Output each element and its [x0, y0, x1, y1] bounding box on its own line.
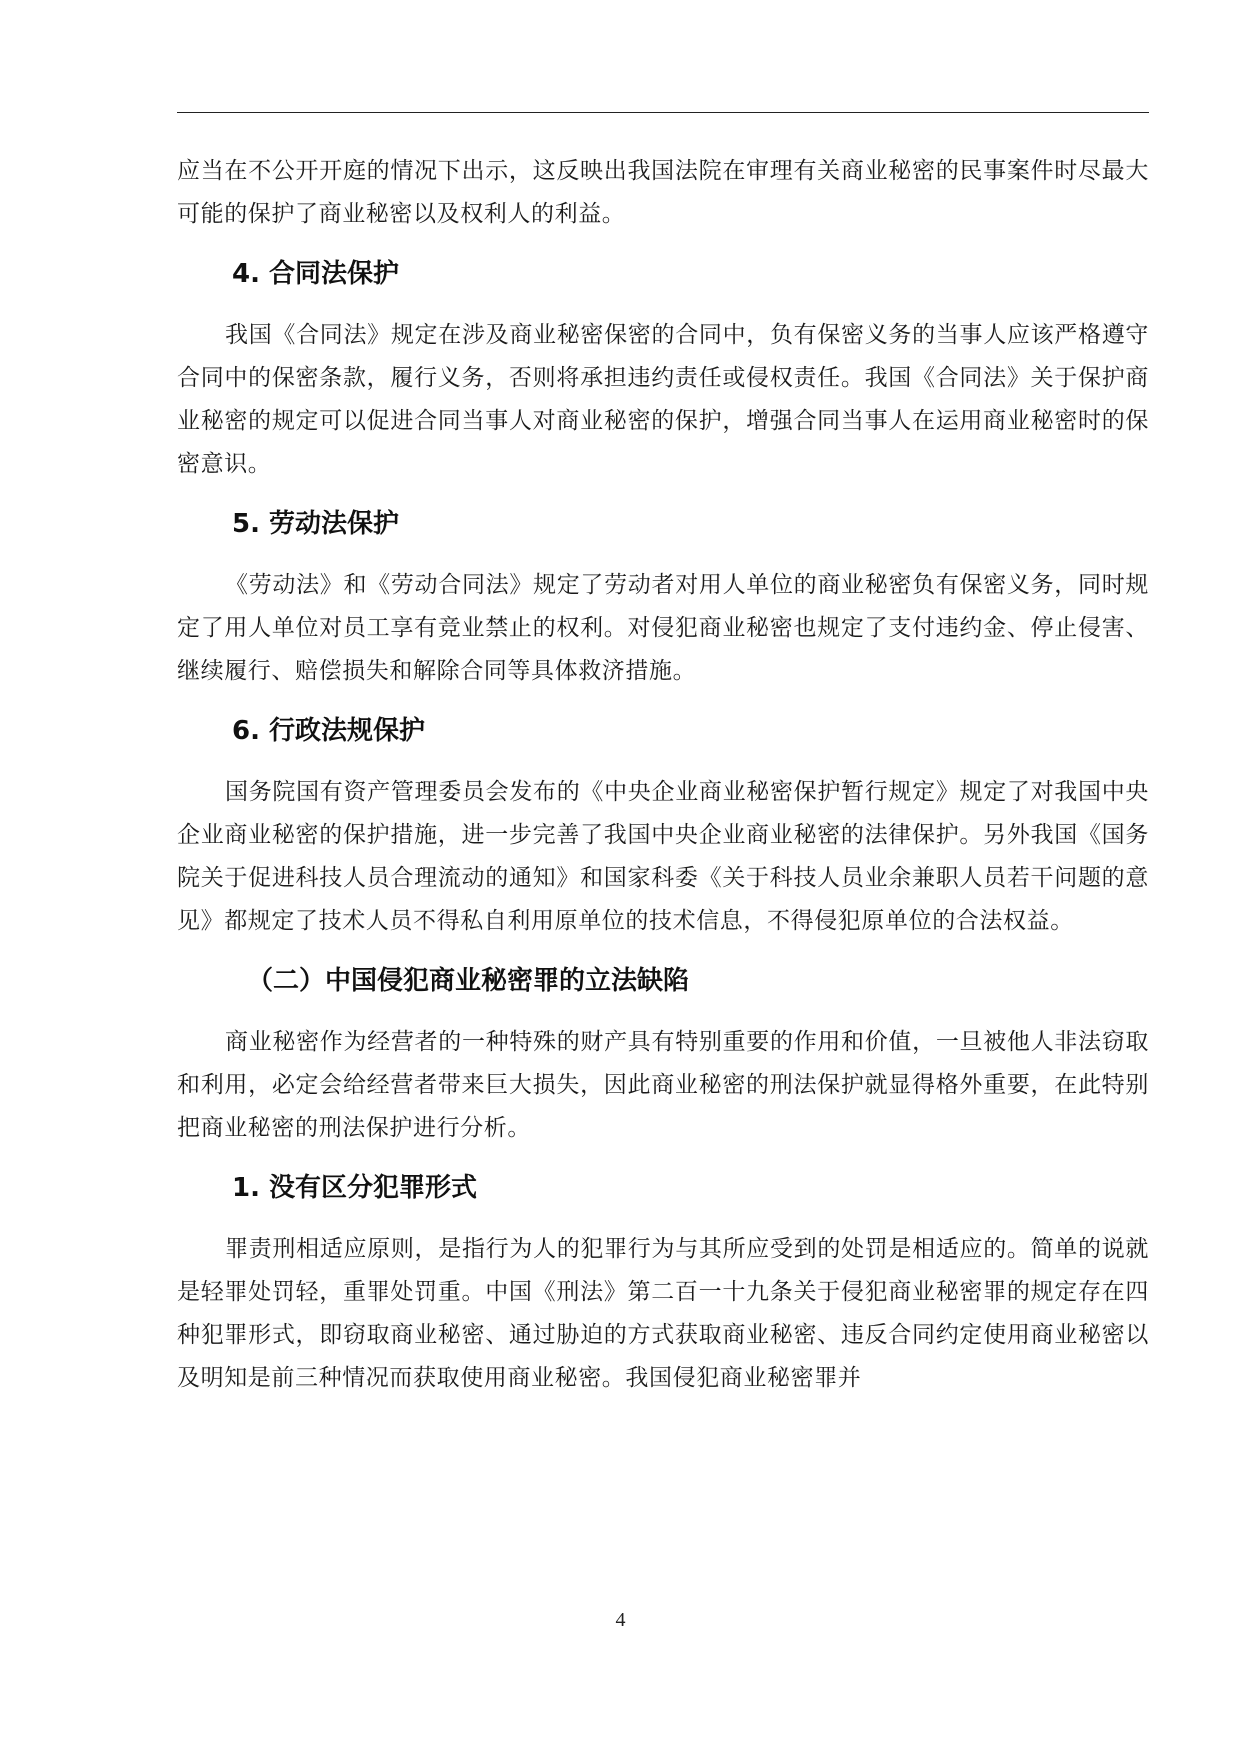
- text-line: 的说就是轻罪处罚轻，重罪处罚重。中国《刑法》第二百一十九条关于侵犯商业秘密罪: [177, 1236, 1149, 1305]
- text-line: 法窃取和利用，必定会给经营者带来巨大损失，因此商业秘密的刑法保护就显得格外重: [177, 1029, 1149, 1098]
- page-body: [177, 150, 1149, 1400]
- text-line: 法》关于保护商业秘密的规定可以促进合同当事人对商业秘密的保护，增强合同当事人: [177, 365, 1149, 434]
- body-paragraph-no-distinction-of-crime-forms: [177, 1228, 1149, 1400]
- text-line: 商业秘密作为经营者的一种特殊的财产具有特别重要的作用和价值，一旦被他人非: [225, 1029, 1078, 1055]
- heading-no-distinction-of-crime-forms: 1. 没有区分犯罪形式: [232, 1173, 478, 1203]
- body-paragraph-contract-law: [177, 314, 1149, 486]
- text-line: 职人员若干问题的意见》都规定了技术人员不得私自利用原单位的技术信息，不得侵犯: [177, 865, 1149, 934]
- text-line: 同时规定了用人单位对员工享有竞业禁止的权利。对侵犯商业秘密也规定了支付违约: [177, 572, 1149, 641]
- body-paragraph-continuation: [177, 150, 1149, 236]
- text-line: 《劳动法》和《劳动合同法》规定了劳动者对用人单位的商业秘密负有保密义务，: [225, 572, 1078, 598]
- text-line: 罪责刑相适应原则，是指行为人的犯罪行为与其所应受到的处罚是相适应的。简单: [225, 1236, 1078, 1262]
- text-line: 我国《合同法》规定在涉及商业秘密保密的合同中，负有保密义务的当事人应该严: [225, 322, 1078, 348]
- text-line: 国中央企业商业秘密的保护措施，进一步完善了我国中央企业商业秘密的法律保护。另: [177, 779, 1149, 848]
- text-line: 原单位的合法权益。: [861, 908, 1074, 934]
- text-line: 尽最大可能的保护了商业秘密以及权利人的利益。: [177, 158, 1149, 227]
- text-line: 的规定存在四种犯罪形式，即窃取商业秘密、通过胁迫的方式获取商业秘密、违反合同: [177, 1279, 1149, 1348]
- text-line: 外我国《国务院关于促进科技人员合理流动的通知》和国家科委《关于科技人员业余兼: [177, 822, 1149, 891]
- text-line: 约定使用商业秘密以及明知是前三种情况而获取使用商业秘密。我国侵犯商业秘密罪并: [177, 1322, 1149, 1391]
- heading-administrative-regulations: 6. 行政法规保护: [232, 716, 426, 746]
- body-paragraph-labor-law: [177, 564, 1149, 693]
- body-paragraph-administrative-regulations: [177, 771, 1149, 943]
- heading-contract-law: 4. 合同法保护: [232, 259, 400, 289]
- page-number: 4: [615, 1609, 626, 1631]
- heading-legislative-defects: （二）中国侵犯商业秘密罪的立法缺陷: [247, 966, 690, 996]
- heading-labor-law: 5. 劳动法保护: [232, 509, 400, 539]
- text-line: 格遵守合同中的保密条款，履行义务，否则将承担违约责任或侵权责任。我国《合同: [177, 322, 1149, 391]
- text-line: 要，在此特别把商业秘密的刑法保护进行分析。: [177, 1072, 1149, 1141]
- text-line: 在运用商业秘密时的保密意识。: [177, 408, 1150, 477]
- text-line: 国务院国有资产管理委员会发布的《中央企业商业秘密保护暂行规定》规定了对我: [225, 779, 1078, 805]
- text-line: 金、停止侵害、继续履行、赔偿损失和解除合同等具体救济措施。: [177, 615, 1149, 684]
- text-line: 应当在不公开开庭的情况下出示，这反映出我国法院在审理有关商业秘密的民事案件时: [177, 158, 1078, 184]
- header-rule: [177, 112, 1149, 113]
- body-paragraph-legislative-defects: [177, 1021, 1149, 1150]
